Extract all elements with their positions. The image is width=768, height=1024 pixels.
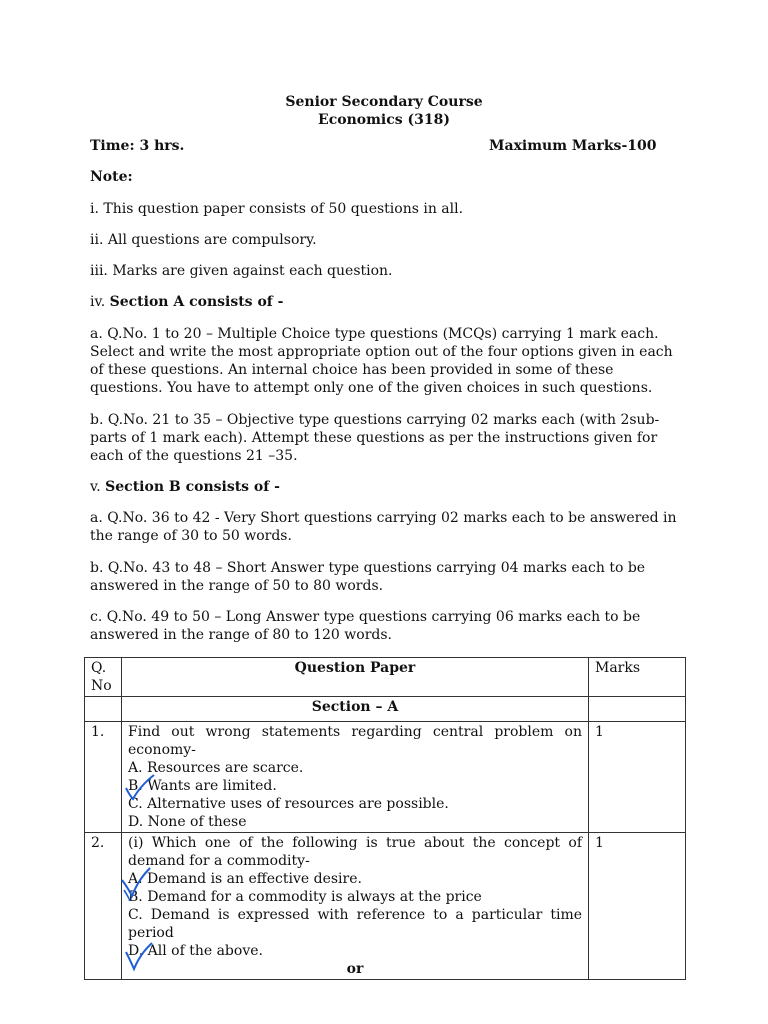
question-table [84,657,686,980]
q2-stem: (i) Which one of the following is true about the concept of demand for a commodity- [128,835,582,869]
section-row [85,697,686,722]
note-item-iv-prefix: iv. [90,294,106,310]
checkmark-icon [122,772,158,802]
note-item-iv [90,293,680,311]
q1-option-d: D. None of these [128,814,247,830]
note-item-v-prefix: v. [90,479,101,495]
section-row-empty-left [85,697,122,722]
q2-number: 2. [85,833,122,980]
max-marks-label: Maximum Marks-100 [489,138,657,154]
question-paper-header: Question Paper [122,658,589,697]
q1-option-a: A. Resources are scarce. [128,760,304,776]
q2-marks: 1 [589,833,686,980]
note-item-ii: ii. All questions are compulsory. [90,232,317,248]
course-title: Senior Secondary Course [285,94,483,110]
note-item-v [90,478,680,496]
table-row [85,722,686,833]
q2-option-b: B. Demand for a commodity is always at the price [128,889,482,905]
checkmark-icon [122,940,158,972]
q1-option-b: B. Wants are limited. [128,778,277,794]
time-label: Time: 3 hrs. [90,138,185,154]
q1-marks: 1 [589,722,686,833]
subject-title: Economics (318) [318,112,450,128]
q1-stem: Find out wrong statements regarding central problem on economy- [128,724,582,758]
qno-header: Q. No [85,658,122,697]
q2-option-c: C. Demand is expressed with reference to a particular time period [128,907,582,941]
note-item-iii: iii. Marks are given against each question. [90,263,393,279]
q2-option-d: D. All of the above. [128,943,263,959]
note-item-iv-a: a. Q.No. 1 to 20 – Multiple Choice type questions (MCQs) carrying 1 mark each. Select and write the most appropriate option out of the four options given in each of these questions. An internal choice has been provided in some of these questions. You have to attempt only one of the given choices in such questions. [90,326,673,396]
section-b-heading: Section B consists of - [105,479,280,495]
q2-option-a: A. Demand is an effective desire. [128,871,362,887]
q2-or-label: or [346,961,364,977]
section-row-empty-right [589,697,686,722]
section-a-heading: Section A consists of - [109,294,284,310]
checkmark-icon [118,866,158,906]
note-item-v-b: b. Q.No. 43 to 48 – Short Answer type questions carrying 04 marks each to be answered in the range of 50 to 80 words. [90,560,646,594]
table-row [85,833,686,980]
note-item-v-a: a. Q.No. 36 to 42 - Very Short questions carrying 02 marks each to be answered in the range of 30 to 50 words. [90,510,677,544]
marks-header: Marks [589,658,686,697]
note-heading: Note: [90,169,133,185]
note-item-v-c: c. Q.No. 49 to 50 – Long Answer type questions carrying 06 marks each to be answered in the range of 80 to 120 words. [90,609,641,643]
note-item-i: i. This question paper consists of 50 questions in all. [90,201,464,217]
q1-option-c: C. Alternative uses of resources are possible. [128,796,449,812]
q1-body [122,722,589,833]
table-header-row [85,658,686,697]
q1-number: 1. [85,722,122,833]
q2-body [122,833,589,980]
section-a-label: Section – A [122,697,589,722]
note-item-iv-b: b. Q.No. 21 to 35 – Objective type questions carrying 02 marks each (with 2sub-parts of 1 mark each). Attempt these questions as per the instructions given for each of the questions 21 –35. [90,412,660,464]
